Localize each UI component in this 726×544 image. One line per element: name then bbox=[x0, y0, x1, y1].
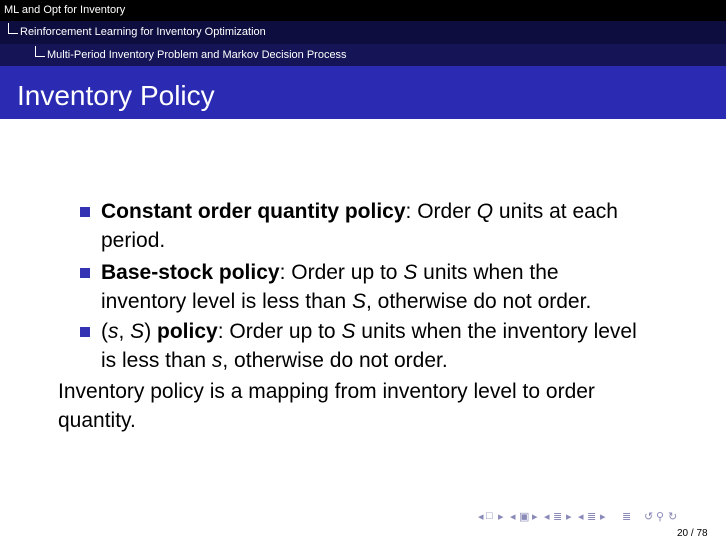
frame-next-icon[interactable]: ▸ bbox=[498, 511, 504, 523]
bullet-icon bbox=[80, 207, 90, 217]
policy-name: policy bbox=[157, 320, 218, 343]
section-icon[interactable]: ≣ bbox=[553, 511, 563, 523]
page-number: 20 / 78 bbox=[677, 528, 708, 539]
tree-connector bbox=[35, 46, 45, 57]
policy-name: Constant order quantity policy bbox=[101, 200, 406, 223]
section-next-icon[interactable]: ▸ bbox=[566, 511, 572, 523]
list-item-line: Base-stock policy: Order up to S units when the bbox=[101, 261, 559, 284]
list-item bbox=[101, 197, 681, 255]
header-subsection-title[interactable]: Reinforcement Learning for Inventory Optimization bbox=[20, 26, 266, 38]
policy-name: Base-stock policy bbox=[101, 261, 280, 284]
header-section-bar bbox=[0, 0, 726, 21]
list-item-line: (s, S) policy: Order up to S units when the inventory level bbox=[101, 320, 637, 343]
header-subsubsection-bar bbox=[0, 44, 726, 66]
back-icon[interactable]: ≣ bbox=[622, 511, 632, 523]
header-section-title[interactable]: ML and Opt for Inventory bbox=[4, 4, 126, 16]
undo-icon[interactable]: ↺ bbox=[644, 511, 654, 523]
section-prev-icon[interactable]: ◂ bbox=[544, 511, 550, 523]
subsection-icon[interactable]: ▣ bbox=[519, 511, 530, 523]
list-item-line: period. bbox=[101, 229, 166, 252]
conclusion-text: Inventory policy is a mapping from inventory level to order quantity. bbox=[58, 380, 595, 432]
redo-icon[interactable]: ↻ bbox=[668, 511, 678, 523]
subsubsection-next-icon[interactable]: ▸ bbox=[600, 511, 606, 523]
search-icon[interactable]: ⚲ bbox=[656, 511, 665, 523]
header-subsection-bar bbox=[0, 21, 726, 44]
subsubsection-prev-icon[interactable]: ◂ bbox=[578, 511, 584, 523]
subsubsection-icon[interactable]: ≣ bbox=[587, 511, 597, 523]
frame-icon[interactable]: □ bbox=[486, 510, 493, 522]
bullet-icon bbox=[80, 327, 90, 337]
list-item-line: is less than s, otherwise do not order. bbox=[101, 349, 448, 372]
frame-title-bar bbox=[0, 66, 726, 119]
header-subsubsection-title[interactable]: Multi-Period Inventory Problem and Markov Decision Process bbox=[47, 49, 347, 61]
list-item-line: Constant order quantity policy: Order Q units at each bbox=[101, 200, 618, 223]
frame-title: Inventory Policy bbox=[17, 80, 215, 111]
subsection-next-icon[interactable]: ▸ bbox=[532, 511, 538, 523]
tree-connector bbox=[8, 23, 18, 34]
bullet-icon bbox=[80, 268, 90, 278]
frame-prev-icon[interactable]: ◂ bbox=[478, 511, 484, 523]
list-item-line: inventory level is less than S, otherwise do not order. bbox=[101, 290, 592, 313]
subsection-prev-icon[interactable]: ◂ bbox=[510, 511, 516, 523]
list-item bbox=[101, 317, 681, 375]
list-item bbox=[101, 258, 681, 316]
